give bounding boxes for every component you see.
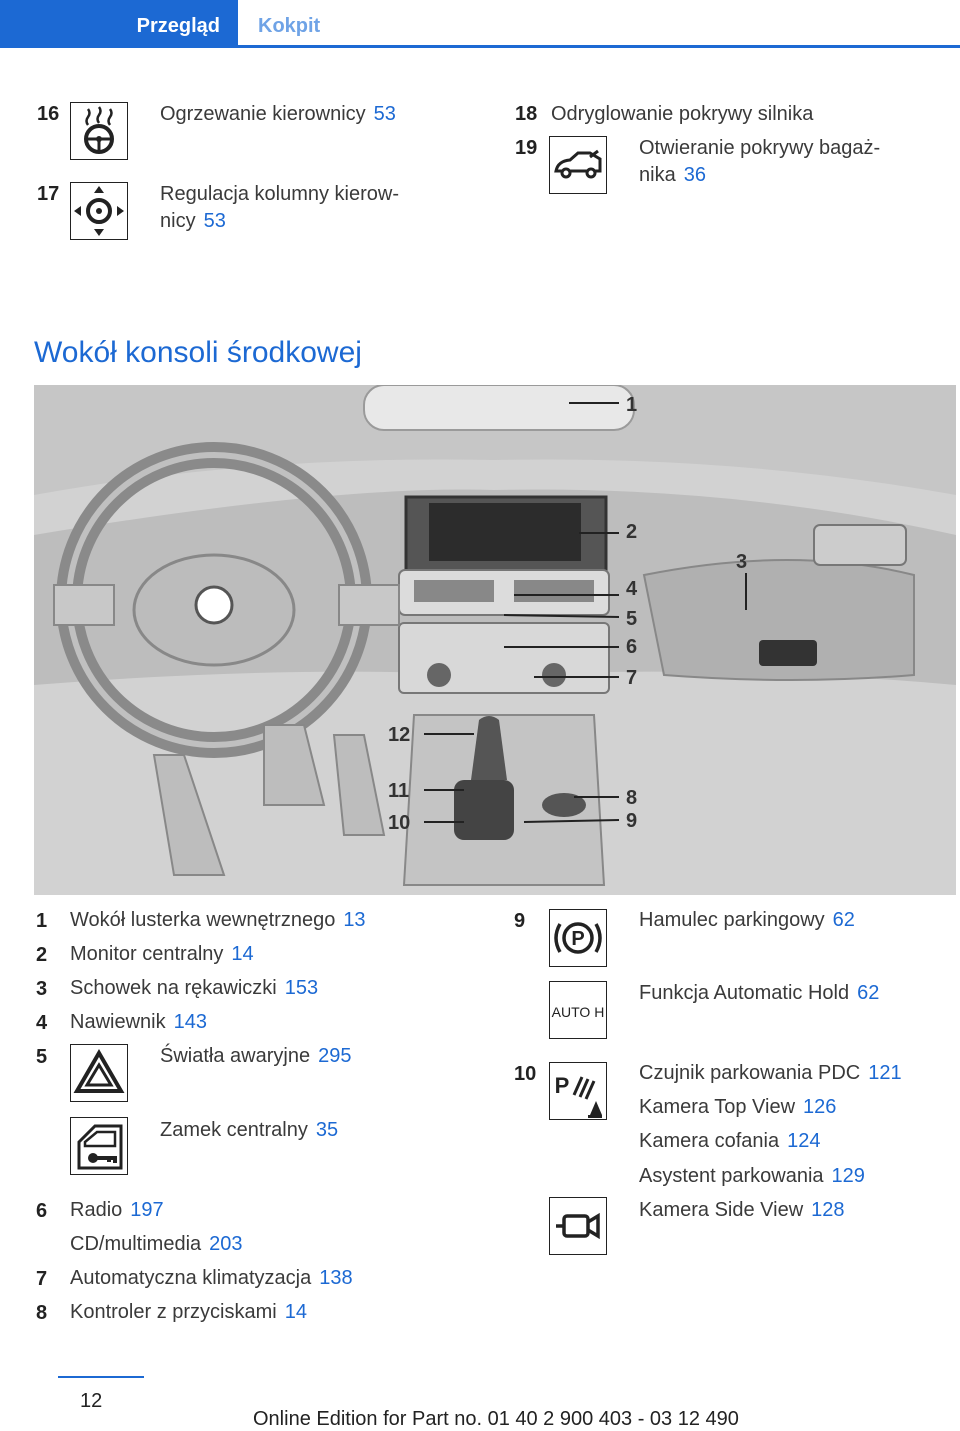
callout-label: 6 [626, 636, 638, 658]
callout-label: 3 [736, 551, 748, 573]
footer-divider [58, 1376, 144, 1378]
list-item: Kontroler z przyciskami 14 [70, 1301, 307, 1323]
auto-hold-text: AUTO H [551, 1004, 605, 1020]
list-number: 1 [36, 910, 48, 932]
section-title: Wokół konsoli środkowej [34, 336, 362, 369]
list-item: Automatyczna klimatyzacja 138 [70, 1267, 353, 1289]
list-item: Kamera Side View 128 [639, 1199, 845, 1221]
item-label: Regulacja kolumny kierow- nicy 53 [160, 183, 399, 232]
item-number: 17 [37, 183, 60, 205]
list-item: Zamek centralny 35 [160, 1119, 339, 1141]
callout-label: 12 [388, 724, 411, 746]
steering-adjust-icon [70, 182, 128, 240]
item-label: Ogrzewanie kierownicy 53 [160, 103, 396, 125]
svg-text:P: P [554, 1073, 570, 1098]
svg-text:P: P [571, 928, 585, 950]
list-item: Wokół lusterka wewnętrznego 13 [70, 909, 366, 931]
callout-label: 5 [626, 608, 638, 630]
list-number: 8 [36, 1302, 48, 1324]
auto-hold-icon [549, 981, 607, 1039]
callout-label: 2 [626, 521, 638, 543]
list-item: Funkcja Automatic Hold 62 [639, 982, 880, 1004]
item-number: 16 [37, 103, 60, 125]
list-item: Światła awaryjne 295 [160, 1045, 352, 1067]
callout-label: 7 [626, 667, 638, 689]
item-label: Odryglowanie pokrywy silnika [551, 103, 814, 125]
central-lock-icon [70, 1117, 128, 1175]
list-item: Czujnik parkowania PDC 121 [639, 1062, 902, 1084]
pdc-icon [549, 1062, 607, 1120]
list-number: 9 [514, 910, 526, 932]
list-item: Schowek na rękawiczki 153 [70, 977, 319, 999]
list-number: 6 [36, 1200, 48, 1222]
list-number: 10 [514, 1063, 537, 1085]
page-number: 12 [80, 1390, 103, 1412]
callout-label: 9 [626, 810, 638, 832]
list-item: CD/multimedia 203 [70, 1233, 243, 1255]
callout-label: 11 [388, 780, 410, 802]
list-number: 7 [36, 1268, 48, 1290]
dashboard-drawing [34, 385, 956, 895]
callout-label: 8 [626, 787, 638, 809]
list-number: 4 [36, 1012, 48, 1034]
item-label: Otwieranie pokrywy bagaż- nika 36 [639, 137, 881, 186]
callout-label: 4 [626, 578, 638, 600]
tab-kokpit[interactable]: Kokpit [258, 15, 321, 37]
tab-przeglad[interactable]: Przegląd [0, 0, 238, 48]
tab-underline [238, 45, 960, 48]
callout-label: 10 [388, 812, 411, 834]
hazard-icon [70, 1044, 128, 1102]
list-item: Hamulec parkingowy 62 [639, 909, 855, 931]
list-number: 3 [36, 978, 48, 1000]
list-item: Radio 197 [70, 1199, 164, 1221]
list-item: Nawiewnik 143 [70, 1011, 207, 1033]
list-item: Asystent parkowania 129 [639, 1165, 865, 1187]
dashboard-illustration [34, 385, 956, 895]
side-camera-icon [549, 1197, 607, 1255]
tab-bar [0, 0, 960, 48]
item-number: 19 [515, 137, 538, 159]
callout-label: 1 [626, 394, 638, 416]
parking-brake-icon [549, 909, 607, 967]
trunk-open-icon [549, 136, 607, 194]
footer-edition: Online Edition for Part no. 01 40 2 900 403 - 03 12 490 [253, 1408, 739, 1430]
list-item: Kamera Top View 126 [639, 1096, 837, 1118]
list-number: 5 [36, 1046, 48, 1068]
steering-heat-icon [70, 102, 128, 160]
list-item: Kamera cofania 124 [639, 1130, 821, 1152]
list-number: 2 [36, 944, 48, 966]
list-item: Monitor centralny 14 [70, 943, 254, 965]
item-number: 18 [515, 103, 538, 125]
